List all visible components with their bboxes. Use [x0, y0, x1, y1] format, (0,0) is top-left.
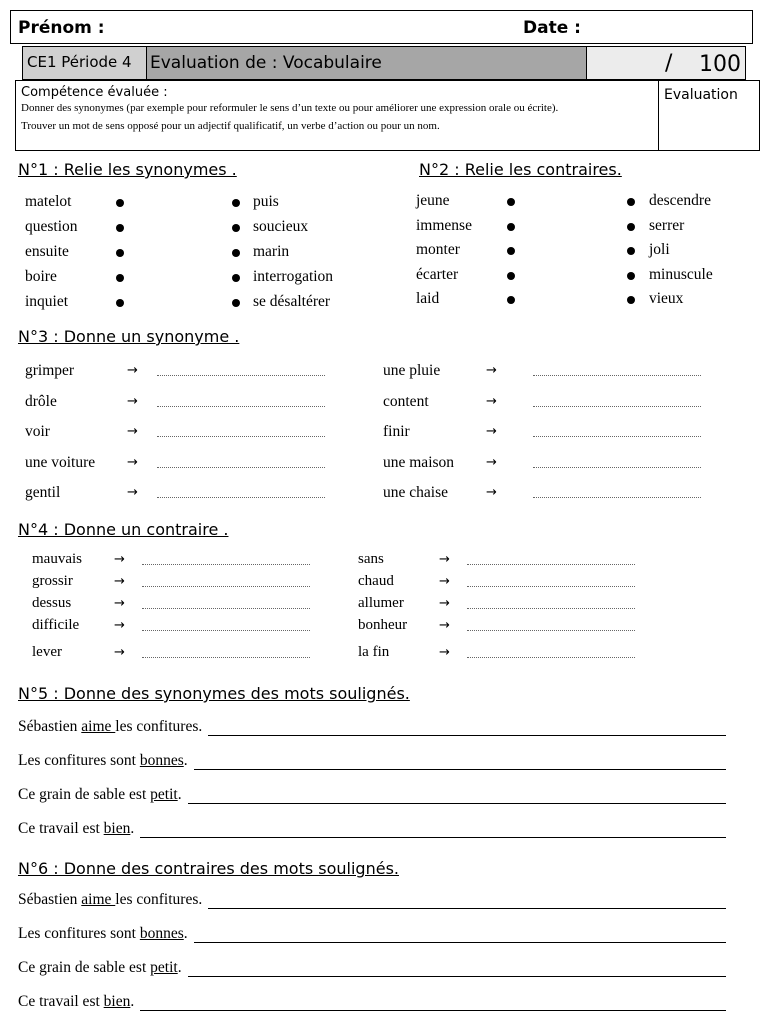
answer-line[interactable]	[194, 769, 726, 770]
right-word: marin	[253, 243, 290, 260]
competence-line-2: Trouver un mot de sens opposé pour un adjectif qualificatif, un verbe d’action ou pour un nom.	[21, 120, 440, 132]
match-dot-left[interactable]	[507, 223, 515, 231]
prompt-word: chaud	[358, 573, 394, 589]
answer-line[interactable]	[157, 375, 325, 376]
answer-line[interactable]	[157, 406, 325, 407]
arrow-icon: →	[127, 363, 138, 378]
sentence: Ce travail est bien.	[18, 993, 135, 1010]
right-word: puis	[253, 193, 279, 210]
ex4-title: N°4 : Donne un contraire .	[18, 520, 229, 539]
arrow-icon: →	[127, 424, 138, 439]
right-word: interrogation	[253, 268, 334, 285]
prompt-word: sans	[358, 551, 384, 567]
arrow-icon: →	[439, 618, 450, 633]
arrow-icon: →	[486, 424, 497, 439]
match-dot-left[interactable]	[507, 296, 515, 304]
match-dot-right[interactable]	[627, 198, 635, 206]
answer-line[interactable]	[157, 497, 325, 498]
arrow-icon: →	[486, 394, 497, 409]
prompt-word: lever	[32, 644, 62, 660]
match-dot-right[interactable]	[232, 224, 240, 232]
match-dot-left[interactable]	[507, 198, 515, 206]
ex2-title: N°2 : Relie les contraires.	[419, 160, 622, 179]
answer-line[interactable]	[533, 467, 701, 468]
right-word: se désaltérer	[253, 293, 331, 310]
competence-line-1: Donner des synonymes (par exemple pour reformuler le sens d’un texte ou pour améliorer une expression orale ou écrite).	[21, 102, 559, 114]
score-cell	[587, 47, 745, 79]
prompt-word: une pluie	[383, 362, 441, 379]
match-dot-left[interactable]	[116, 224, 124, 232]
arrow-icon: →	[439, 596, 450, 611]
answer-line[interactable]	[467, 657, 635, 658]
prompt-word: une maison	[383, 454, 455, 471]
match-dot-right[interactable]	[627, 247, 635, 255]
prompt-word: finir	[383, 423, 410, 440]
match-dot-left[interactable]	[116, 199, 124, 207]
answer-line[interactable]	[142, 657, 310, 658]
left-word: jeune	[416, 192, 450, 209]
prompt-word: une chaise	[383, 484, 448, 501]
answer-line[interactable]	[157, 436, 325, 437]
match-dot-right[interactable]	[232, 199, 240, 207]
arrow-icon: →	[114, 596, 125, 611]
left-word: monter	[416, 241, 460, 258]
left-word: boire	[25, 268, 57, 285]
prompt-word: allumer	[358, 595, 404, 611]
date-label: Date :	[523, 18, 581, 38]
arrow-icon: →	[114, 618, 125, 633]
score-slash: /	[665, 51, 673, 76]
answer-line[interactable]	[188, 803, 726, 804]
sentence: Ce travail est bien.	[18, 820, 135, 837]
right-word: minuscule	[649, 265, 713, 283]
left-word: ensuite	[25, 243, 69, 260]
left-word: écarter	[416, 265, 459, 283]
left-word: matelot	[25, 193, 72, 210]
match-dot-right[interactable]	[627, 296, 635, 304]
ex3-title: N°3 : Donne un synonyme .	[18, 327, 240, 346]
right-word: joli	[649, 241, 670, 258]
answer-line[interactable]	[157, 467, 325, 468]
left-word: inquiet	[25, 293, 69, 310]
answer-line[interactable]	[140, 1010, 726, 1011]
match-dot-right[interactable]	[627, 272, 635, 280]
ex5-title: N°5 : Donne des synonymes des mots soulignés.	[18, 684, 410, 703]
prompt-word: bonheur	[358, 617, 408, 633]
arrow-icon: →	[486, 363, 497, 378]
underlined-word: bien	[103, 993, 131, 1010]
title-cell: Evaluation de : Vocabulaire	[147, 47, 587, 79]
underlined-word: petit	[150, 959, 178, 976]
arrow-icon: →	[127, 455, 138, 470]
arrow-icon: →	[439, 645, 450, 660]
evaluation-label: Evaluation	[664, 87, 738, 103]
prompt-word: grossir	[32, 573, 73, 589]
answer-line[interactable]	[467, 586, 635, 587]
arrow-icon: →	[439, 552, 450, 567]
answer-line[interactable]	[140, 837, 726, 838]
match-dot-left[interactable]	[116, 249, 124, 257]
answer-line[interactable]	[194, 942, 726, 943]
answer-line[interactable]	[208, 735, 726, 736]
arrow-icon: →	[486, 485, 497, 500]
competence-box	[15, 80, 760, 151]
answer-line[interactable]	[467, 630, 635, 631]
arrow-icon: →	[114, 645, 125, 660]
arrow-icon: →	[114, 552, 125, 567]
ex1-title: N°1 : Relie les synonymes .	[18, 160, 237, 179]
match-dot-right[interactable]	[627, 223, 635, 231]
answer-line[interactable]	[467, 608, 635, 609]
prompt-word: dessus	[32, 595, 72, 611]
underlined-word: aime	[81, 891, 116, 908]
sentence: Sébastien aime les confitures.	[18, 718, 203, 735]
score-total: 100	[699, 52, 741, 77]
answer-line[interactable]	[142, 608, 310, 609]
answer-line[interactable]	[533, 436, 701, 437]
sentence: Ce grain de sable est petit.	[18, 959, 182, 976]
arrow-icon: →	[127, 394, 138, 409]
answer-line[interactable]	[467, 564, 635, 565]
title-band	[22, 46, 746, 80]
prompt-word: une voiture	[25, 454, 96, 471]
right-word: vieux	[649, 290, 684, 307]
match-dot-left[interactable]	[507, 272, 515, 280]
prompt-word: la fin	[358, 644, 390, 660]
arrow-icon: →	[439, 574, 450, 589]
answer-line[interactable]	[208, 908, 726, 909]
prenom-label: Prénom :	[18, 18, 105, 38]
answer-line[interactable]	[188, 976, 726, 977]
answer-line[interactable]	[533, 497, 701, 498]
match-dot-right[interactable]	[232, 249, 240, 257]
underlined-word: bonnes	[139, 925, 184, 942]
match-dot-right[interactable]	[232, 274, 240, 282]
match-dot-left[interactable]	[507, 247, 515, 255]
level-cell: CE1 Période 4	[23, 47, 147, 79]
answer-line[interactable]	[142, 630, 310, 631]
sentence: Les confitures sont bonnes.	[18, 752, 188, 769]
prompt-word: difficile	[32, 617, 80, 633]
prompt-word: gentil	[25, 484, 61, 501]
prompt-word: content	[383, 393, 429, 410]
competence-title: Compétence évaluée :	[21, 85, 168, 100]
right-word: descendre	[649, 192, 711, 209]
match-dot-left[interactable]	[116, 299, 124, 307]
sentence: Les confitures sont bonnes.	[18, 925, 188, 942]
match-dot-left[interactable]	[116, 274, 124, 282]
prompt-word: voir	[25, 423, 50, 440]
arrow-icon: →	[486, 455, 497, 470]
left-word: immense	[416, 216, 472, 234]
underlined-word: petit	[150, 786, 178, 803]
match-dot-right[interactable]	[232, 299, 240, 307]
underlined-word: bonnes	[139, 752, 184, 769]
arrow-icon: →	[127, 485, 138, 500]
answer-line[interactable]	[142, 564, 310, 565]
underlined-word: bien	[103, 820, 131, 837]
sentence: Ce grain de sable est petit.	[18, 786, 182, 803]
prompt-word: mauvais	[32, 551, 82, 567]
left-word: laid	[416, 290, 440, 307]
right-word: serrer	[649, 216, 685, 234]
answer-line[interactable]	[142, 586, 310, 587]
answer-line[interactable]	[533, 406, 701, 407]
left-word: question	[25, 218, 78, 235]
prompt-word: drôle	[25, 393, 57, 410]
right-word: soucieux	[253, 218, 309, 235]
arrow-icon: →	[114, 574, 125, 589]
sentence: Sébastien aime les confitures.	[18, 891, 203, 908]
ex6-title: N°6 : Donne des contraires des mots soulignés.	[18, 859, 399, 878]
header-box	[10, 10, 753, 44]
answer-line[interactable]	[533, 375, 701, 376]
prompt-word: grimper	[25, 362, 75, 379]
underlined-word: aime	[81, 718, 116, 735]
